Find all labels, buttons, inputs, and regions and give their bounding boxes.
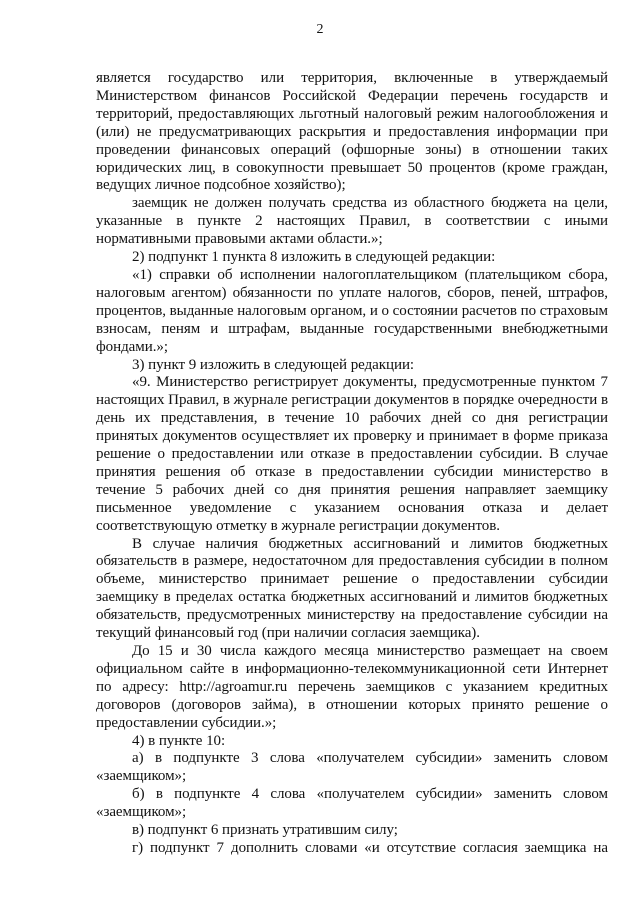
paragraph-subpoint-v: в) подпункт 6 признать утратившим силу; bbox=[132, 822, 398, 839]
paragraph-subpoint-g: г) подпункт 7 дополнить словами «и отсутствие согласия заемщика на bbox=[132, 839, 608, 856]
paragraph-subpoint-a: а) в подпункте 3 слова «получателем субсидии» заменить словом «заемщиком»; bbox=[96, 750, 608, 785]
paragraph-website-publication: До 15 и 30 числа каждого месяца министерство размещает на своем официальном сайте в информационно-телекоммуникационной сети Интернет по адресу: http://agroamur.ru перечень заемщиков с указанием кредитных договоров (договоров займа), в отношении которых принято решение о предоставлении субсидии.»; bbox=[96, 643, 608, 731]
paragraph-amendment-4: 4) в пункте 10: bbox=[132, 732, 226, 749]
paragraph-budget-allocations: В случае наличия бюджетных ассигнований и лимитов бюджетных обязательств в размере, недостаточном для предоставления субсидии в полном объеме, министерство принимает решение о предоставлении субсидии заемщику в пределах остатка бюджетных ассигнований и лимитов бюджетных обязательств, предусмотренных министерству на предоставление субсидии на текущий финансовый год (при наличии согласия заемщика). bbox=[96, 535, 608, 642]
paragraph-point-9-text: «9. Министерство регистрирует документы, предусмотренные пунктом 7 настоящих Правил, в журнале регистрации документов в порядке очередности в день их представления, в течение 10 рабочих дней со дня регистрации принятых документов осуществляет их проверку и принимает в форме приказа решение о предоставлении или отказе в предоставлении субсидии. В случае принятия решения об отказе в предоставлении субсидии министерство в течение 5 рабочих дней со дня принятия решения направляет заемщику письменное уведомление с указанием основания отказа и делает соответствующую отметку в журнале регистрации документов. bbox=[96, 374, 608, 534]
paragraph-offshore-condition: является государство или территория, включенные в утверждаемый Министерством финансов Российской Федерации перечень государств и территорий, предоставляющих льготный налоговый режим налогообложения и (или) не предусматривающих раскрытия и предоставления информации при проведении финансовых операций (офшорные зоны) в отношении таких юридических лиц, в совокупности превышает 50 процентов (кроме граждан, ведущих личное подсобное хозяйство); bbox=[96, 70, 608, 194]
paragraph-amendment-3: 3) пункт 9 изложить в следующей редакции: bbox=[132, 356, 415, 373]
paragraph-amendment-2: 2) подпункт 1 пункта 8 изложить в следующей редакции: bbox=[132, 249, 496, 266]
page-number: 2 bbox=[316, 22, 324, 37]
paragraph-borrower-funds-condition: заемщик не должен получать средства из областного бюджета на цели, указанные в пункте 2 настоящих Правил, в соответствии с иными нормативными правовыми актами области.»; bbox=[96, 195, 608, 248]
paragraph-subpoint-1-text: «1) справки об исполнении налогоплательщиком (плательщиком сбора, налоговым агентом) обязанности по уплате налогов, сборов, пеней, штрафов, процентов, выданные налоговым органом, и о состоянии расчетов по страховым взносам, пеням и штрафам, выданные государственными внебюджетными фондами.»; bbox=[96, 266, 608, 355]
document-body bbox=[96, 70, 608, 858]
paragraph-subpoint-b: б) в подпункте 4 слова «получателем субсидии» заменить словом «заемщиком»; bbox=[96, 786, 608, 821]
